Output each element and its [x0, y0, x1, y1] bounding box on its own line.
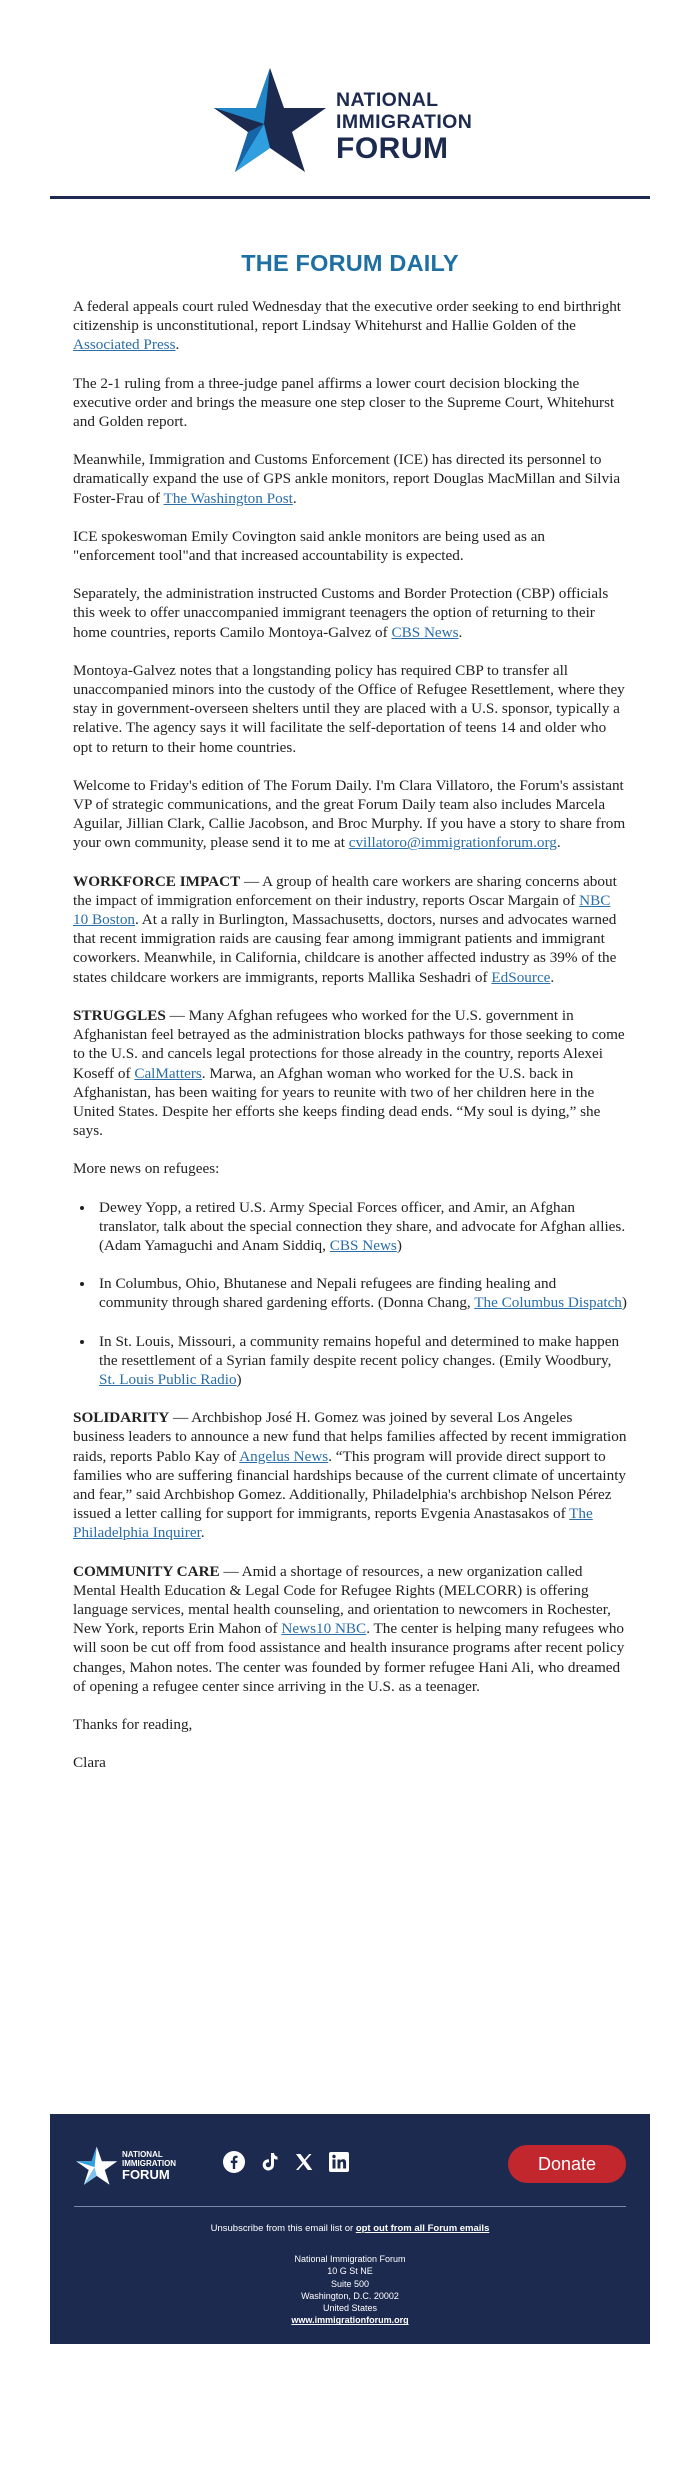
text: A federal appeals court ruled Wednesday that the executive order seeking to end birthright citizenship is unconstitutional, report Lindsay Whitehurst and Hallie Golden of the: [73, 298, 622, 335]
facebook-icon[interactable]: [222, 2150, 246, 2174]
section-workforce-impact: [73, 872, 627, 987]
website-link[interactable]: www.immigrationforum.org: [291, 2315, 409, 2326]
footer-logo-line-national: NATIONAL: [122, 2150, 163, 2159]
kicker-solidarity: SOLIDARITY: [73, 1409, 170, 1427]
address-line: United States: [322, 2303, 378, 2314]
link-calmatters[interactable]: CalMatters: [134, 1064, 202, 1082]
link-philadelphia-inquirer[interactable]: The Philadelphia Inquirer: [73, 1505, 593, 1542]
logo-line-forum: FORUM: [336, 132, 449, 165]
link-st-louis-public-radio[interactable]: St. Louis Public Radio: [99, 1370, 237, 1388]
paragraph-ice-monitors: [73, 450, 627, 508]
logo-line-immigration: IMMIGRATION: [336, 111, 473, 133]
donate-button[interactable]: Donate: [508, 2145, 626, 2183]
refugee-news-list: [73, 1198, 627, 1390]
text: — A group of health care workers are sharing concerns about the impact of immigration enforcement on their industry, reports Oscar Margain of: [73, 872, 617, 909]
tiktok-icon[interactable]: [257, 2150, 281, 2174]
paragraph-montoya: Montoya-Galvez notes that a longstanding policy has required CBP to transfer all unaccompanied minors into the custody of the Office of Refugee Resettlement, where they stay in government-overseen shelters until they are placed with a U.S. sponsor, typically a relative. The agency says it will facilitate the self-deportation of teens 14 and older who opt to return to their home countries.: [73, 661, 625, 756]
x-icon[interactable]: [292, 2150, 316, 2174]
link-cbs-news[interactable]: CBS News: [391, 623, 459, 641]
text: .: [458, 623, 463, 641]
footer-logo-wordmark: [122, 2150, 176, 2181]
text: . Marwa, an Afghan woman who worked for the U.S. back in Afghanistan, has been waiting for years to reunite with two of her children here in the United States. Despite her efforts she keeps finding dead ends. “My soul is dying,” she says.: [73, 1064, 601, 1140]
text: ): [236, 1370, 242, 1388]
address-line: Suite 500: [330, 2278, 370, 2289]
email-footer: [50, 2114, 650, 2344]
kicker-struggles: STRUGGLES: [73, 1006, 166, 1024]
paragraph-welcome: [73, 776, 627, 853]
text: .: [550, 968, 555, 986]
list-item: [95, 1332, 627, 1390]
text: .: [175, 336, 180, 354]
link-nbc-10-boston[interactable]: NBC 10 Boston: [73, 891, 611, 929]
text: Meanwhile, Immigration and Customs Enforcement (ICE) has directed its personnel to dramatically expand the use of GPS ankle monitors, report Douglas MacMillan and Silvia Foster-Frau of: [73, 451, 621, 507]
text: Dewey Yopp, a retired U.S. Army Special Forces officer, and Amir, an Afghan translator, talk about the special connection they share, and advocate for Afghan allies. (Adam Yamaguchi and Anam Siddiq,: [99, 1198, 626, 1254]
link-news10-nbc[interactable]: News10 NBC: [281, 1620, 367, 1638]
link-columbus-dispatch[interactable]: The Columbus Dispatch: [474, 1294, 622, 1312]
header-divider: [50, 196, 650, 199]
logo-line-national: NATIONAL: [336, 89, 439, 111]
logo-wordmark: [336, 89, 472, 164]
unsubscribe-line: [50, 2223, 650, 2234]
star-logo-icon: [74, 2144, 118, 2188]
text: Separately, the administration instructed Customs and Border Protection (CBP) officials this week to offer unaccompanied immigrant teenagers the option of returning to their home countries, reports Camilo Montoya-Galvez of: [73, 585, 609, 641]
footer-logo-line-immigration: IMMIGRATION: [122, 2159, 177, 2168]
address-line: National Immigration Forum: [294, 2254, 406, 2264]
link-email-clara[interactable]: cvillatoro@immigrationforum.org: [348, 834, 557, 852]
link-angelus-news[interactable]: Angelus News: [239, 1447, 329, 1465]
text: — Archbishop José H. Gomez was joined by several Los Angeles business leaders to announce a new fund that helps families affected by recent immigration raids, reports Pablo Kay of: [73, 1409, 627, 1465]
paragraph-birthright: [73, 297, 627, 355]
text: ): [621, 1294, 627, 1312]
text: . At a rally in Burlington, Massachusetts, doctors, nurses and advocates warned that recent immigration raids are causing fear among immigrant patients and immigrant coworkers. Meanwhile, in California, childcare is another affected industry as 39% of the states childcare workers are immigrants, reports Mallika Seshadri of: [73, 911, 617, 986]
paragraph-ruling: The 2-1 ruling from a three-judge panel affirms a lower court decision blocking the executive order and brings the measure one step closer to the Supreme Court, Whitehurst and Golden report.: [73, 374, 615, 431]
text: .: [200, 1524, 205, 1542]
text: — Many Afghan refugees who worked for the U.S. government in Afghanistan feel betrayed as the administration blocks pathways for those seeking to come to the U.S. and cancels legal protections for those already in the country, reports Alexei Koseff of: [73, 1006, 625, 1082]
footer-divider: [74, 2206, 626, 2207]
more-news-heading: More news on refugees:: [73, 1160, 220, 1178]
kicker-community-care: COMMUNITY CARE: [73, 1562, 220, 1580]
list-item: [95, 1274, 627, 1312]
footer-logo-line-forum: FORUM: [122, 2167, 170, 2182]
link-associated-press[interactable]: Associated Press: [73, 336, 176, 354]
opt-out-link[interactable]: opt out from all Forum emails: [355, 2223, 490, 2234]
link-edsource[interactable]: EdSource: [491, 968, 551, 986]
text: Unsubscribe from this email list or: [210, 2223, 356, 2234]
newsletter-body: [73, 250, 627, 1791]
text: .: [556, 834, 561, 852]
kicker-workforce: WORKFORCE IMPACT: [73, 872, 241, 890]
text: Welcome to Friday's edition of The Forum Daily. I'm Clara Villatoro, the Forum's assistant VP of strategic communications, and the great Forum Daily team also includes Marcela Aguilar, Jillian Clark, Callie Jacobson, and Broc Murphy. If you have a story to share from your own community, please send it to me at: [73, 776, 626, 852]
thanks-line: Thanks for reading,: [73, 1715, 193, 1733]
star-logo-icon: [208, 66, 328, 176]
list-item: [95, 1198, 627, 1256]
signoff-name: Clara: [73, 1754, 106, 1772]
link-cbs-news-2[interactable]: CBS News: [329, 1236, 397, 1254]
section-community-care: [73, 1562, 627, 1696]
text: ): [396, 1236, 402, 1254]
social-links: [222, 2150, 351, 2176]
text: .: [292, 489, 297, 507]
address-line: 10 G St NE: [327, 2266, 373, 2277]
text: . The center is helping many refugees who will soon be cut off from food assistance and health insurance programs after recent policy changes, Mahon notes. The center was founded by former refugee Hani Ali, who dreamed of opening a refugee center since arriving in the U.S. as a teenager.: [73, 1620, 625, 1695]
mailing-address: [50, 2253, 650, 2327]
linkedin-icon[interactable]: [327, 2150, 351, 2174]
address-line: Washington, D.C. 20002: [301, 2290, 399, 2301]
section-solidarity: [73, 1408, 627, 1542]
paragraph-cbp: [73, 584, 627, 642]
text: . “This program will provide direct support to families who are suffering financial hardships because of the current climate of uncertainty and fear,” said Archbishop Gomez. Additionally, Philadelphia's archbishop Nelson Pérez issued a letter calling for support for immigrants, reports Evgenia Anastasakos of: [73, 1447, 627, 1523]
section-struggles: [73, 1006, 627, 1140]
paragraph-ice-spokeswoman: ICE spokeswoman Emily Covington said ankle monitors are being used as an "enforcement tool"and that increased accountability is expected.: [73, 527, 545, 565]
footer-logo[interactable]: [74, 2144, 194, 2188]
newsletter-title: THE FORUM DAILY: [241, 250, 459, 276]
text: — Amid a shortage of resources, a new organization called Mental Health Education & Legal Code for Refugee Rights (MELCORR) is offering language services, mental health counseling, and orientation to newcomers in Rochester, New York, reports Erin Mahon of: [73, 1562, 611, 1638]
email-header: [0, 0, 700, 200]
forum-logo[interactable]: [208, 66, 488, 176]
text: In Columbus, Ohio, Bhutanese and Nepali refugees are finding healing and community through shared gardening efforts. (Donna Chang,: [99, 1275, 557, 1312]
text: In St. Louis, Missouri, a community remains hopeful and determined to make happen the resettlement of a Syrian family despite recent policy changes. (Emily Woodbury,: [99, 1332, 620, 1369]
link-washington-post[interactable]: The Washington Post: [163, 489, 293, 507]
